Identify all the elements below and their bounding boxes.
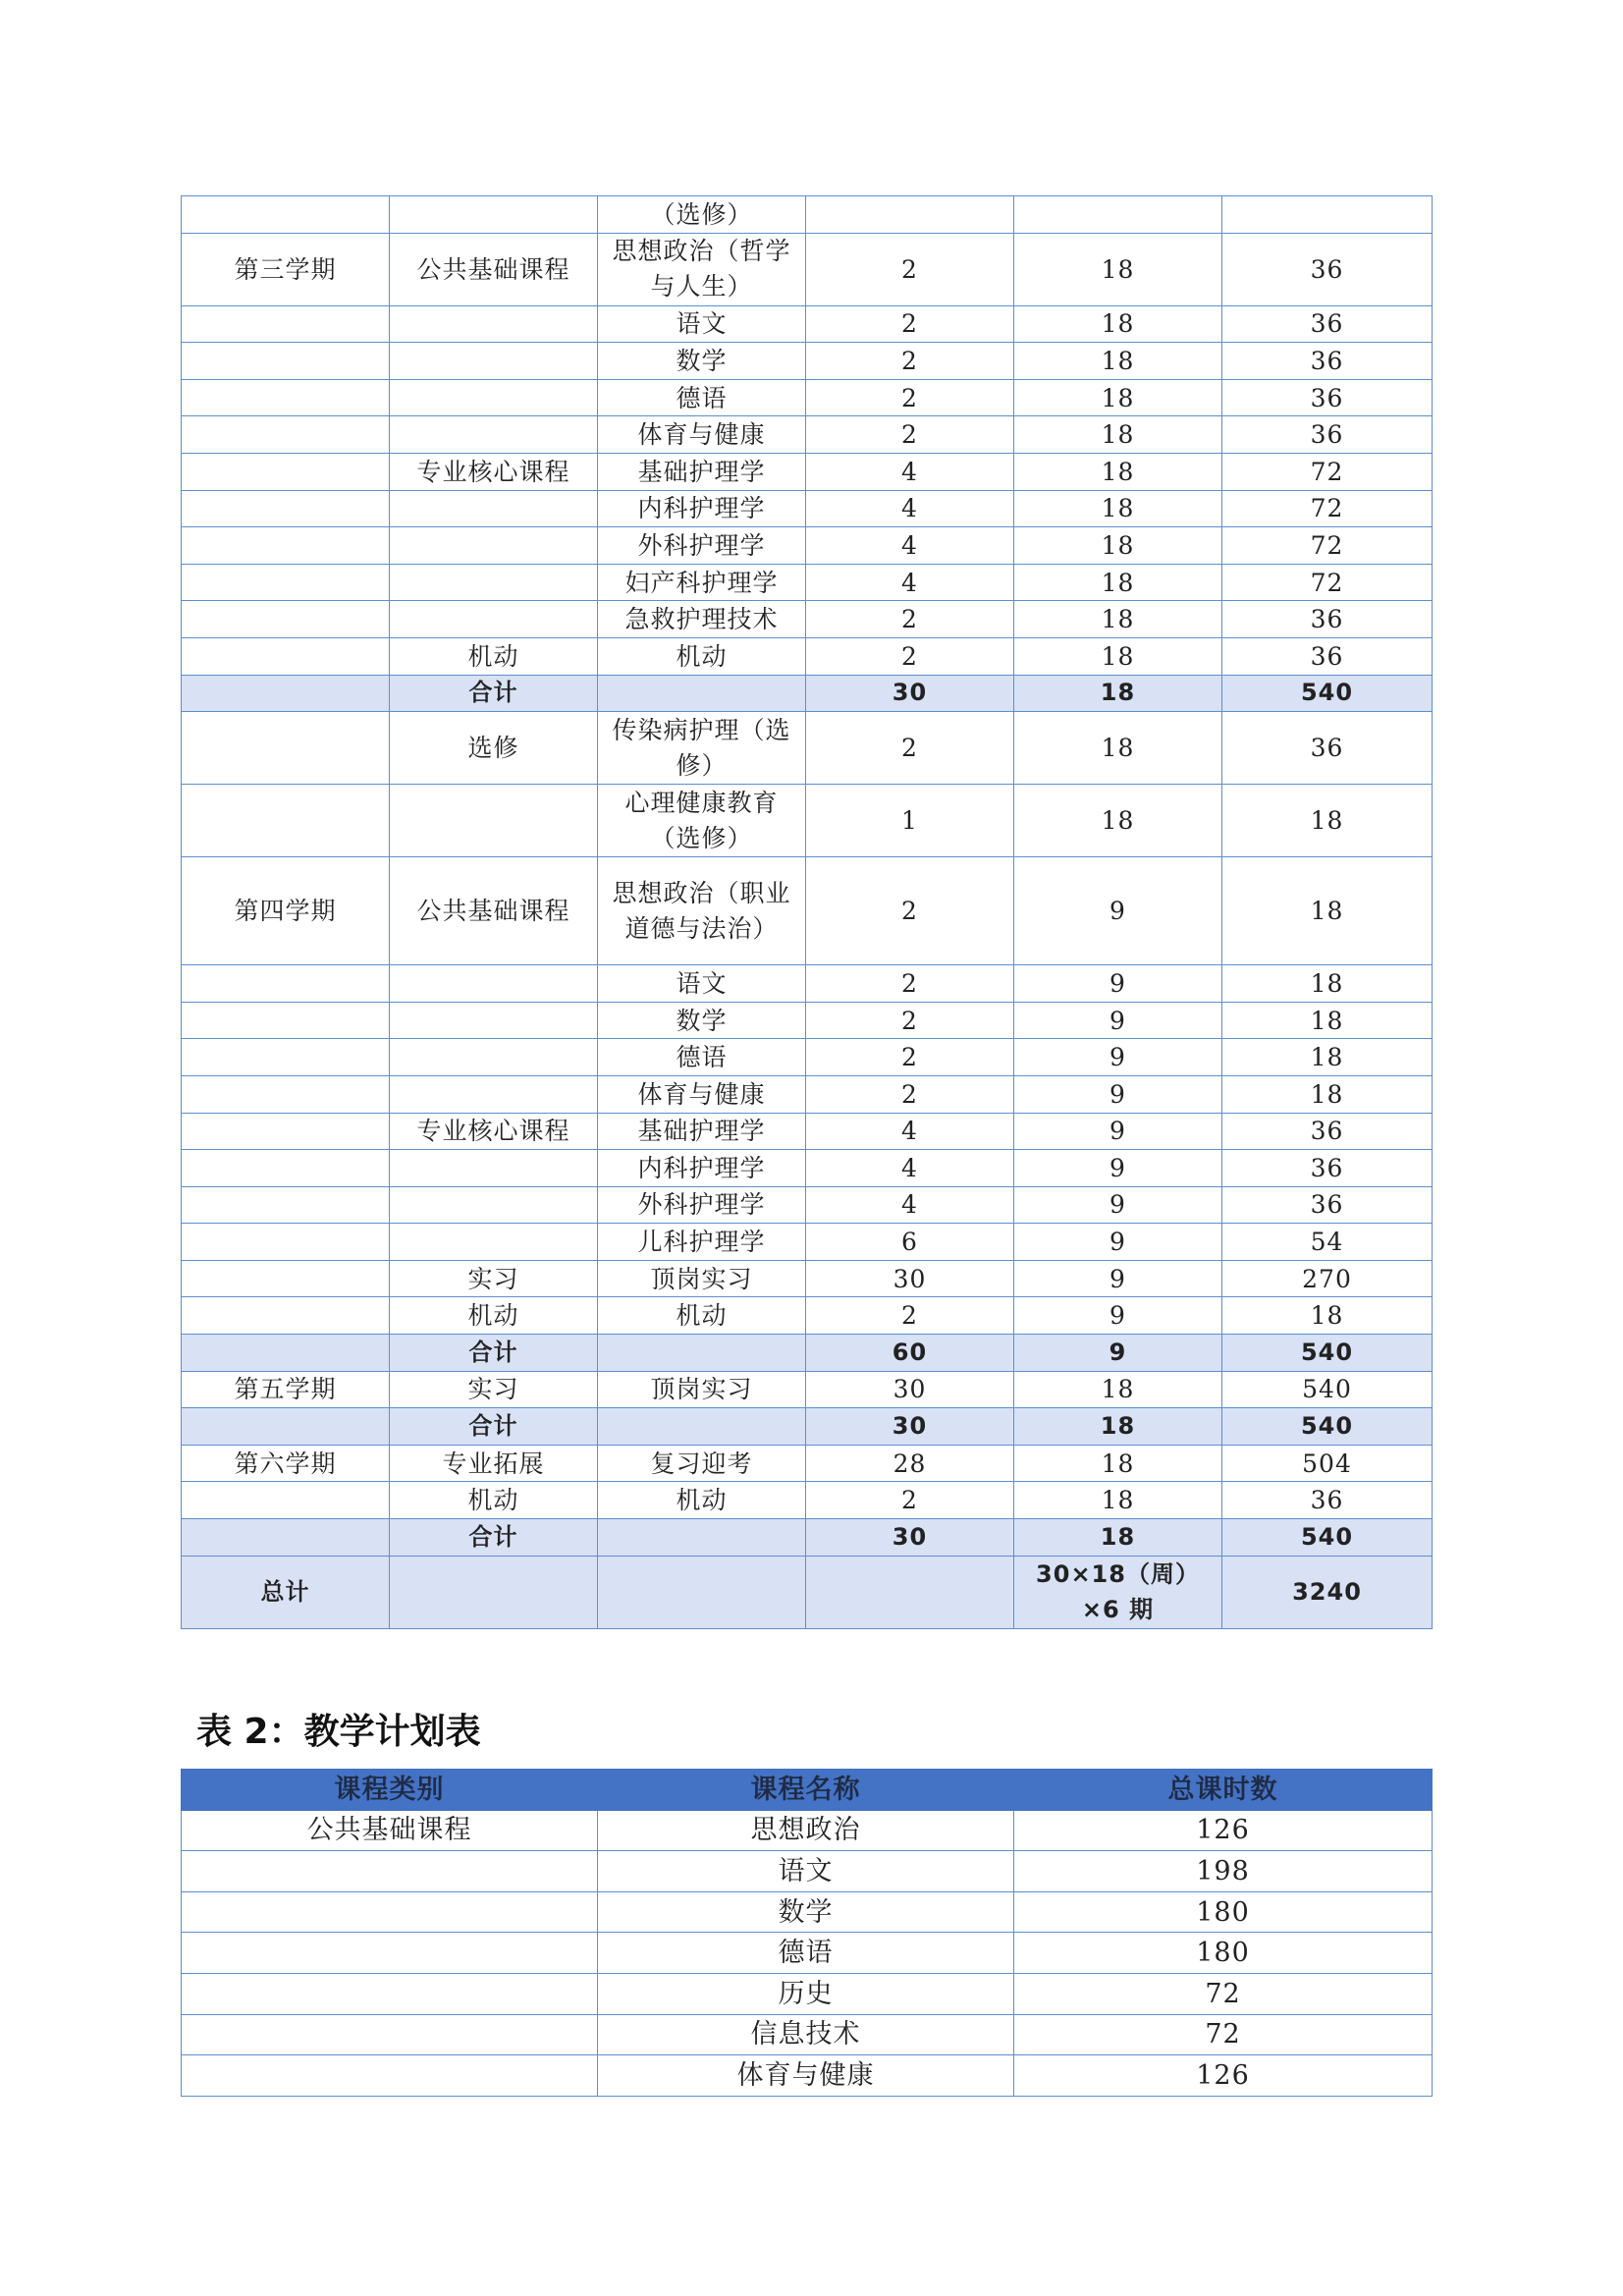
table-row (182, 2055, 1433, 2097)
category-cell (182, 1891, 598, 1933)
semester-cell (182, 1075, 390, 1113)
weekly-hours-cell: 30 (806, 675, 1014, 712)
weeks-cell: 18 (1014, 1482, 1222, 1519)
weeks-cell: 9 (1014, 1002, 1222, 1039)
total-hours-cell: 540 (1222, 1371, 1433, 1408)
semester-cell (182, 601, 390, 638)
semester-cell (182, 1260, 390, 1297)
course-cell: 机动 (598, 637, 806, 675)
course-cell: 德语 (598, 1039, 806, 1076)
table-row (182, 1224, 1433, 1261)
semester-cell (182, 1297, 390, 1335)
weekly-hours-cell: 2 (806, 1039, 1014, 1076)
course-cell: 外科护理学 (598, 527, 806, 565)
total-hours-cell: 540 (1222, 1335, 1433, 1372)
semester-cell (182, 1408, 390, 1446)
category-cell: 机动 (390, 637, 598, 675)
total-hours-cell: 18 (1222, 1075, 1433, 1113)
course-cell: 顶岗实习 (598, 1371, 806, 1408)
weeks-cell: 18 (1014, 1371, 1222, 1408)
total-hours-cell: 126 (1014, 1810, 1433, 1851)
weeks-cell: 18 (1014, 637, 1222, 675)
semester-cell (182, 1519, 390, 1557)
weeks-cell: 18 (1014, 379, 1222, 416)
course-cell: 妇产科护理学 (598, 564, 806, 601)
course-cell: 内科护理学 (598, 490, 806, 527)
category-cell (390, 785, 598, 857)
total-hours-cell: 180 (1014, 1891, 1433, 1933)
table-row (182, 490, 1433, 527)
weekly-hours-cell: 2 (806, 1482, 1014, 1519)
table-row (182, 1973, 1433, 2014)
weeks-cell: 9 (1014, 1260, 1222, 1297)
course-cell: 基础护理学 (598, 1113, 806, 1150)
weekly-hours-cell: 60 (806, 1335, 1014, 1372)
semester-cell (182, 1482, 390, 1519)
total-hours-cell: 36 (1222, 1186, 1433, 1224)
table-row (182, 965, 1433, 1003)
course-cell: 儿科护理学 (598, 1224, 806, 1261)
table-row (182, 712, 1433, 785)
category-cell (390, 379, 598, 416)
category-cell (390, 1186, 598, 1224)
weeks-cell: 18 (1014, 453, 1222, 490)
category-cell (390, 601, 598, 638)
course-cell (598, 1335, 806, 1372)
total-hours-cell: 198 (1014, 1851, 1433, 1892)
category-cell: 公共基础课程 (182, 1810, 598, 1851)
table-row (182, 1002, 1433, 1039)
weeks-cell: 18 (1014, 343, 1222, 380)
table-row (182, 196, 1433, 234)
semester-cell: 第五学期 (182, 1371, 390, 1408)
weeks-cell: 9 (1014, 1224, 1222, 1261)
table-row (182, 857, 1433, 965)
table-row (182, 305, 1433, 343)
table-header-row (182, 1770, 1433, 1811)
weekly-hours-cell: 2 (806, 601, 1014, 638)
weekly-hours-cell: 30 (806, 1371, 1014, 1408)
subtotal-row (182, 1519, 1433, 1557)
weekly-hours-cell: 2 (806, 379, 1014, 416)
table-row (182, 1891, 1433, 1933)
weeks-cell: 18 (1014, 712, 1222, 785)
semester-cell (182, 564, 390, 601)
category-cell (390, 1556, 598, 1628)
category-cell: 专业拓展 (390, 1445, 598, 1482)
table-row (182, 601, 1433, 638)
table-row (182, 1482, 1433, 1519)
weeks-cell: 9 (1014, 1039, 1222, 1076)
total-hours-cell: 36 (1222, 1113, 1433, 1150)
total-hours-cell: 540 (1222, 1519, 1433, 1557)
weeks-cell: 9 (1014, 1150, 1222, 1187)
total-hours-cell: 540 (1222, 1408, 1433, 1446)
category-cell (390, 1039, 598, 1076)
total-hours-cell: 36 (1222, 1482, 1433, 1519)
weekly-hours-cell: 2 (806, 857, 1014, 965)
semester-cell (182, 785, 390, 857)
table-row (182, 1186, 1433, 1224)
total-hours-cell: 36 (1222, 416, 1433, 454)
semester-cell (182, 1039, 390, 1076)
semester-course-table (181, 195, 1433, 1629)
total-hours-cell: 72 (1014, 1973, 1433, 2014)
course-cell: 德语 (598, 1933, 1014, 1974)
course-cell: 机动 (598, 1482, 806, 1519)
course-cell: 内科护理学 (598, 1150, 806, 1187)
weeks-cell: 9 (1014, 1075, 1222, 1113)
teaching-plan-table (181, 1769, 1433, 2097)
category-cell (390, 490, 598, 527)
weekly-hours-cell: 4 (806, 1150, 1014, 1187)
category-cell: 合计 (390, 1408, 598, 1446)
table-row (182, 1933, 1433, 1974)
weekly-hours-cell: 2 (806, 965, 1014, 1003)
course-cell: 体育与健康 (598, 1075, 806, 1113)
total-hours-cell: 36 (1222, 379, 1433, 416)
weeks-cell: 9 (1014, 1186, 1222, 1224)
category-cell (390, 564, 598, 601)
table2-title: 表 2：教学计划表 (196, 1712, 481, 1752)
total-hours-cell: 3240 (1222, 1556, 1433, 1628)
total-hours-cell: 72 (1222, 490, 1433, 527)
weeks-cell: 18 (1014, 785, 1222, 857)
course-cell: 传染病护理（选修） (598, 712, 806, 785)
course-cell: 外科护理学 (598, 1186, 806, 1224)
table-row (182, 1150, 1433, 1187)
course-cell: 思想政治（职业道德与法治） (598, 857, 806, 965)
category-cell (390, 1150, 598, 1187)
total-hours-cell: 36 (1222, 233, 1433, 305)
weekly-hours-cell: 2 (806, 712, 1014, 785)
semester-cell (182, 675, 390, 712)
category-cell: 合计 (390, 1335, 598, 1372)
weekly-hours-cell: 4 (806, 490, 1014, 527)
category-cell (390, 965, 598, 1003)
table-row (182, 1113, 1433, 1150)
course-cell: 语文 (598, 1851, 1014, 1892)
category-cell: 专业核心课程 (390, 453, 598, 490)
weeks-cell: 9 (1014, 857, 1222, 965)
table-row (182, 416, 1433, 454)
weekly-hours-cell: 30 (806, 1260, 1014, 1297)
semester-cell: 第六学期 (182, 1445, 390, 1482)
category-cell (390, 196, 598, 234)
weeks-cell: 18 (1014, 675, 1222, 712)
table-row (182, 637, 1433, 675)
weekly-hours-cell: 30 (806, 1519, 1014, 1557)
course-cell: 语文 (598, 305, 806, 343)
course-cell: 思想政治 (598, 1810, 1014, 1851)
weekly-hours-cell: 2 (806, 416, 1014, 454)
table-row (182, 1851, 1433, 1892)
weeks-cell: 18 (1014, 564, 1222, 601)
total-hours-cell: 36 (1222, 637, 1433, 675)
table-row (182, 1445, 1433, 1482)
course-cell (598, 1519, 806, 1557)
subtotal-row (182, 675, 1433, 712)
weekly-hours-cell: 2 (806, 343, 1014, 380)
header-category: 课程类别 (182, 1770, 598, 1811)
category-cell: 公共基础课程 (390, 233, 598, 305)
course-cell: 基础护理学 (598, 453, 806, 490)
course-cell: 复习迎考 (598, 1445, 806, 1482)
table-row (182, 1260, 1433, 1297)
table-row (182, 785, 1433, 857)
category-cell: 机动 (390, 1297, 598, 1335)
weekly-hours-cell: 2 (806, 637, 1014, 675)
subtotal-row (182, 1408, 1433, 1446)
total-hours-cell: 36 (1222, 601, 1433, 638)
weeks-cell: 9 (1014, 1113, 1222, 1150)
table-row (182, 379, 1433, 416)
weekly-hours-cell (806, 1556, 1014, 1628)
course-cell: 顶岗实习 (598, 1260, 806, 1297)
semester-cell (182, 416, 390, 454)
course-cell: 数学 (598, 1891, 1014, 1933)
total-hours-cell: 72 (1222, 453, 1433, 490)
total-hours-cell: 36 (1222, 712, 1433, 785)
category-cell (182, 1933, 598, 1974)
course-cell: 信息技术 (598, 2014, 1014, 2055)
semester-cell (182, 1224, 390, 1261)
semester-cell (182, 305, 390, 343)
table-row (182, 1371, 1433, 1408)
semester-cell (182, 1335, 390, 1372)
category-cell: 合计 (390, 675, 598, 712)
weeks-cell (1014, 196, 1222, 234)
total-hours-cell: 54 (1222, 1224, 1433, 1261)
total-hours-cell: 270 (1222, 1260, 1433, 1297)
weekly-hours-cell: 6 (806, 1224, 1014, 1261)
weekly-hours-cell: 4 (806, 564, 1014, 601)
course-cell: 体育与健康 (598, 416, 806, 454)
table-row (182, 2014, 1433, 2055)
table-row (182, 233, 1433, 305)
weeks-cell: 18 (1014, 1408, 1222, 1446)
course-cell: 语文 (598, 965, 806, 1003)
weekly-hours-cell (806, 196, 1014, 234)
category-cell (182, 2055, 598, 2097)
category-cell (182, 2014, 598, 2055)
total-hours-cell: 540 (1222, 675, 1433, 712)
category-cell (390, 1002, 598, 1039)
category-cell (390, 1224, 598, 1261)
category-cell: 公共基础课程 (390, 857, 598, 965)
semester-cell (182, 1113, 390, 1150)
weekly-hours-cell: 1 (806, 785, 1014, 857)
weekly-hours-cell: 2 (806, 1297, 1014, 1335)
weeks-cell: 30×18（周）×6 期 (1014, 1556, 1222, 1628)
table-row (182, 527, 1433, 565)
total-hours-cell: 18 (1222, 785, 1433, 857)
total-hours-cell: 504 (1222, 1445, 1433, 1482)
total-hours-cell: 36 (1222, 305, 1433, 343)
weeks-cell: 9 (1014, 965, 1222, 1003)
semester-cell (182, 379, 390, 416)
weeks-cell: 18 (1014, 527, 1222, 565)
category-cell (390, 527, 598, 565)
total-hours-cell (1222, 196, 1433, 234)
course-cell (598, 675, 806, 712)
total-hours-cell: 126 (1014, 2055, 1433, 2097)
weekly-hours-cell: 4 (806, 1186, 1014, 1224)
semester-cell: 第四学期 (182, 857, 390, 965)
semester-cell (182, 527, 390, 565)
semester-cell (182, 196, 390, 234)
category-cell: 实习 (390, 1260, 598, 1297)
semester-cell (182, 965, 390, 1003)
weeks-cell: 9 (1014, 1335, 1222, 1372)
semester-cell (182, 1150, 390, 1187)
weekly-hours-cell: 30 (806, 1408, 1014, 1446)
semester-cell: 总计 (182, 1556, 390, 1628)
total-hours-cell: 36 (1222, 1150, 1433, 1187)
table-row (182, 343, 1433, 380)
weekly-hours-cell: 2 (806, 1002, 1014, 1039)
weeks-cell: 18 (1014, 601, 1222, 638)
semester-cell (182, 490, 390, 527)
semester-cell (182, 343, 390, 380)
weekly-hours-cell: 2 (806, 1075, 1014, 1113)
total-hours-cell: 72 (1222, 564, 1433, 601)
course-cell: 数学 (598, 343, 806, 380)
weeks-cell: 9 (1014, 1297, 1222, 1335)
category-cell (390, 416, 598, 454)
table-row (182, 453, 1433, 490)
category-cell (390, 343, 598, 380)
table-row (182, 1075, 1433, 1113)
total-hours-cell: 180 (1014, 1933, 1433, 1974)
course-cell (598, 1408, 806, 1446)
course-cell: 数学 (598, 1002, 806, 1039)
weeks-cell: 18 (1014, 1519, 1222, 1557)
grand-total-row (182, 1556, 1433, 1628)
total-hours-cell: 18 (1222, 857, 1433, 965)
category-cell: 机动 (390, 1482, 598, 1519)
header-total-hours: 总课时数 (1014, 1770, 1433, 1811)
weeks-cell: 18 (1014, 233, 1222, 305)
semester-cell (182, 1002, 390, 1039)
course-cell: 体育与健康 (598, 2055, 1014, 2097)
category-cell: 合计 (390, 1519, 598, 1557)
weekly-hours-cell: 4 (806, 1113, 1014, 1150)
weekly-hours-cell: 28 (806, 1445, 1014, 1482)
total-hours-cell: 18 (1222, 1002, 1433, 1039)
semester-cell (182, 453, 390, 490)
course-cell: （选修） (598, 196, 806, 234)
semester-cell (182, 712, 390, 785)
semester-cell (182, 1186, 390, 1224)
course-cell: 历史 (598, 1973, 1014, 2014)
total-hours-cell: 18 (1222, 1297, 1433, 1335)
table-row (182, 1297, 1433, 1335)
total-hours-cell: 36 (1222, 343, 1433, 380)
total-hours-cell: 72 (1014, 2014, 1433, 2055)
category-cell (390, 305, 598, 343)
course-cell: 思想政治（哲学与人生） (598, 233, 806, 305)
category-cell: 选修 (390, 712, 598, 785)
weeks-cell: 18 (1014, 305, 1222, 343)
weeks-cell: 18 (1014, 1445, 1222, 1482)
weekly-hours-cell: 4 (806, 453, 1014, 490)
category-cell: 实习 (390, 1371, 598, 1408)
category-cell (390, 1075, 598, 1113)
course-cell: 急救护理技术 (598, 601, 806, 638)
table-row (182, 564, 1433, 601)
table-row (182, 1039, 1433, 1076)
semester-cell: 第三学期 (182, 233, 390, 305)
header-course-name: 课程名称 (598, 1770, 1014, 1811)
total-hours-cell: 18 (1222, 1039, 1433, 1076)
category-cell: 专业核心课程 (390, 1113, 598, 1150)
table-row (182, 1810, 1433, 1851)
category-cell (182, 1851, 598, 1892)
category-cell (182, 1973, 598, 2014)
course-cell: 德语 (598, 379, 806, 416)
weeks-cell: 18 (1014, 416, 1222, 454)
total-hours-cell: 72 (1222, 527, 1433, 565)
course-cell (598, 1556, 806, 1628)
total-hours-cell: 18 (1222, 965, 1433, 1003)
course-cell: 机动 (598, 1297, 806, 1335)
weekly-hours-cell: 2 (806, 305, 1014, 343)
subtotal-row (182, 1335, 1433, 1372)
course-cell: 心理健康教育（选修） (598, 785, 806, 857)
weekly-hours-cell: 2 (806, 233, 1014, 305)
semester-cell (182, 637, 390, 675)
weekly-hours-cell: 4 (806, 527, 1014, 565)
weeks-cell: 18 (1014, 490, 1222, 527)
